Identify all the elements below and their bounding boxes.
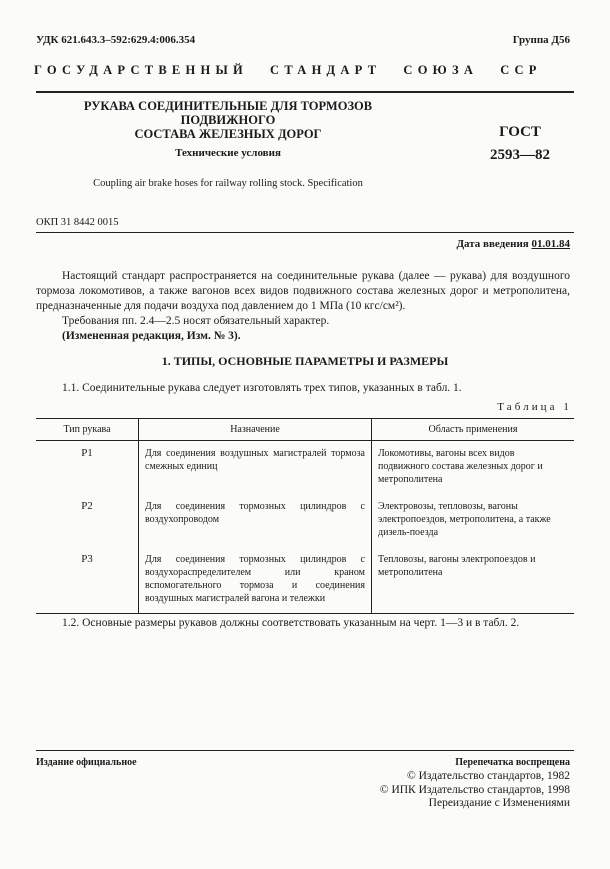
table-cell-type: Р3: [36, 547, 139, 614]
gost-label: ГОСТ: [499, 124, 541, 140]
table-header-type: Тип рукава: [36, 419, 139, 441]
intro-paragraph-block: [36, 269, 570, 344]
udk-code: УДК 621.643.3–592:629.4:006.354: [36, 34, 196, 46]
intro-paragraph: Настоящий стандарт распространяется на соединительные рукава (далее — рукава) для воздушного тормоза локомотивов, а также вагонов всех видов подвижного состава железных дорог и метрополитена, предназначенные для подачи воздуха под давлением до 1 МПа (10 кгс/см²).: [36, 270, 570, 312]
table-cell-purpose: Для соединения тормозных цилиндров с воздухопроводом: [139, 494, 372, 547]
copyright-1998: © ИПК Издательство стандартов, 1998: [379, 783, 570, 796]
state-standard-heading: ГОСУДАРСТВЕННЫЙ СТАНДАРТ СОЮЗА ССР: [34, 63, 542, 77]
gost-number: 2593—82: [490, 147, 550, 163]
intro-date-label: Дата введения: [456, 238, 529, 250]
types-table: [36, 418, 574, 614]
reedition-note: Переиздание с Изменениями: [428, 797, 570, 809]
table-header-purpose: Назначение: [139, 419, 372, 441]
copyright-1982: © Издательство стандартов, 1982: [406, 770, 570, 782]
table-cell-type: Р1: [81, 447, 93, 459]
clause-1-2: 1.2. Основные размеры рукавов должны соответствовать указанным на черт. 1—3 и в табл. 2.: [62, 617, 520, 629]
header-divider: [36, 91, 574, 93]
okp-divider: [36, 232, 574, 233]
requirements-note: Требования пп. 2.4—2.5 носят обязательный характер.: [62, 315, 330, 327]
official-edition: Издание официальное: [36, 757, 137, 768]
table-header-row: [36, 419, 574, 441]
table-cell-application: Локомотивы, вагоны всех видов подвижного состава железных дорог и метрополитена: [372, 441, 575, 495]
table-header-application: Область применения: [372, 419, 575, 441]
clause-1-1: 1.1. Соединительные рукава следует изготовлять трех типов, указанных в табл. 1.: [62, 382, 462, 394]
table-caption: Таблица 1: [497, 401, 572, 413]
intro-date-value: 01.01.84: [531, 238, 570, 250]
table-row: [36, 441, 574, 495]
table-cell-purpose: Для соединения воздушных магистралей тормоза смежных единиц: [139, 441, 372, 495]
footer-divider: [36, 750, 574, 751]
okp-code: ОКП 31 8442 0015: [36, 217, 119, 228]
edition-note: (Измененная редакция, Изм. № 3).: [62, 330, 241, 342]
table-row: [36, 494, 574, 547]
copyright-block: [380, 770, 570, 811]
table-cell-purpose: Для соединения тормозных цилиндров с воздухораспределителем или краном вспомогательного тормоза и соединения воздушных магистралей вагона и тележки: [139, 547, 372, 614]
document-subtitle: Технические условия: [175, 147, 281, 159]
table-cell-application: Электровозы, тепловозы, вагоны электропоездов, метрополитена, а также дизель-поезда: [372, 494, 575, 547]
intro-date: [456, 238, 570, 250]
english-title: Coupling air brake hoses for railway rolling stock. Specification: [93, 178, 363, 189]
group-code: Группа Д56: [512, 34, 570, 46]
table-cell-type: Р2: [81, 500, 93, 512]
document-title: [36, 99, 420, 141]
reprint-notice: Перепечатка воспрещена: [455, 757, 570, 768]
table-row: [36, 547, 574, 614]
title-line-1: РУКАВА СОЕДИНИТЕЛЬНЫЕ ДЛЯ ТОРМОЗОВ ПОДВИЖНОГО: [83, 99, 373, 127]
title-line-2: СОСТАВА ЖЕЛЕЗНЫХ ДОРОГ: [134, 127, 322, 141]
table-cell-application: Тепловозы, вагоны электропоездов и метрополитена: [372, 547, 575, 614]
section-heading: 1. ТИПЫ, ОСНОВНЫЕ ПАРАМЕТРЫ И РАЗМЕРЫ: [161, 354, 449, 368]
